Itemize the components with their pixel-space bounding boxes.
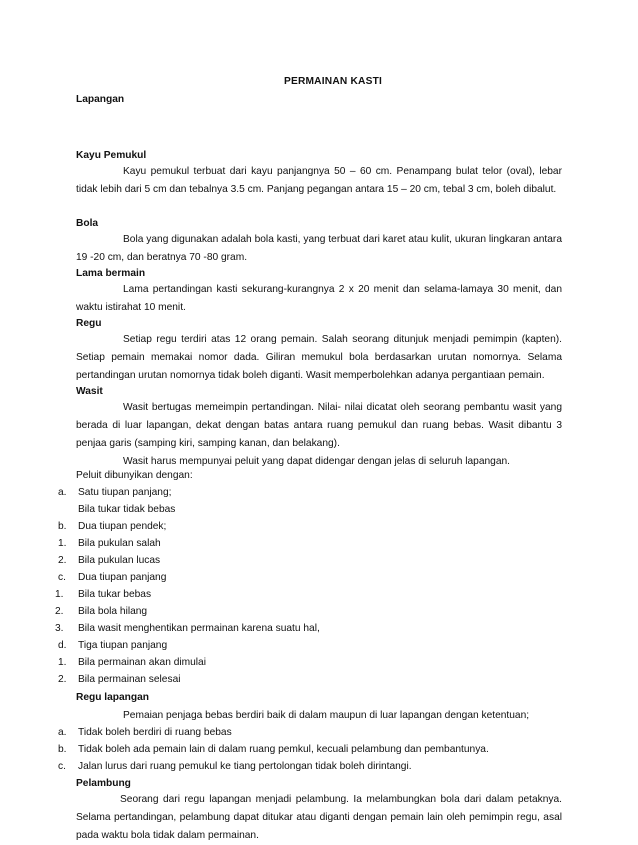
peluit-intro: Peluit dibunyikan dengan: — [76, 470, 193, 481]
heading-regu: Regu — [76, 318, 102, 329]
heading-pelambung: Pelambung — [76, 778, 131, 789]
paragraph-bola: Bola yang digunakan adalah bola kasti, yang terbuat dari karet atau kulit, ukuran lingkaran antara 19 -20 cm, dan beratnya 70 -80 gram. — [76, 234, 562, 263]
heading-wasit: Wasit — [76, 386, 103, 397]
heading-bola: Bola — [76, 218, 99, 229]
paragraph-wasit-2: Wasit harus mempunyai peluit yang dapat didengar dengan jelas di seluruh lapangan. — [123, 456, 511, 467]
heading-kayu-pemukul: Kayu Pemukul — [76, 150, 147, 161]
heading-regu-lapangan: Regu lapangan — [76, 692, 150, 703]
paragraph-lama-bermain: Lama pertandingan kasti sekurang-kurangnya 2 x 20 menit dan selama-lamaya 30 menit, dan waktu istirahat 10 menit. — [76, 284, 562, 313]
paragraph-regu-lapangan: Pemaian penjaga bebas berdiri baik di dalam maupun di luar lapangan dengan ketentuan; — [123, 710, 530, 721]
heading-lama-bermain: Lama bermain — [76, 268, 146, 279]
document-title: PERMAINAN KASTI — [283, 76, 383, 87]
document-page: PERMAINAN KASTI Lapangan Kayu Pemukul Kayu pemukul terbuat dari kayu panjangnya 50 – 60 cm. Penampang bulat telor (oval), lebar tidak lebih dari 5 cm dan tebalnya 3.5 cm. Panjang pegangan antara 15 – 20 cm, tebal 3 cm, boleh dibalut. Bola Bola yang digunakan adalah bola kasti, yang terbuat dari karet atau kulit, ukuran lingkaran antara 19 -20 cm, dan beratnya 70 -80 gram. Lama bermain Lama pertandingan kasti sekurang-kurangnya 2 x 20 menit dan selama-lamaya 30 menit, dan waktu istirahat 10 menit. Regu Setiap regu terdiri atas 12 orang pemain. Salah seorang ditunjuk menjadi pemimpin (kapten). Setiap pemain memakai nomor dada. Giliran memukul bola berdasarkan urutan nomornya. Selama pertandingan urutan nomornya tidak boleh diganti. Wasit memperbolehkan adanya pergantiaan pemain. Wasit Wasit bertugas memeimpin pertandingan. Nilai- nilai dicatat oleh seorang pembantu wasit yang berada di luar lapangan, dekat dengan batas antara ruang pemukul dan ruang bebas. Wasit dibantu 3 penjaa garis (samping kiri, samping kanan, dan belakang). Wasit harus mempunyai peluit yang dapat didengar dengan jelas di seluruh lapangan. Peluit dibunyikan dengan: a. Satu tiupan panjang; Bila tukar tidak bebas b. Dua tiupan pendek; 1. Bila pukulan salah 2. Bila pukulan lucas c. Dua tiupan panjang 1. Bila tukar bebas 2. Bila bola hilang 3. Bila wasit menghentikan permainan karena suatu hal, d. Tiga tiupan panjang 1. Bila permainan akan dimulai 2. Bila permainan selesai Regu lapangan Pemaian penjaga bebas berdiri baik di dalam maupun di luar lapangan dengan ketentuan; a. Tidak boleh berdiri di ruang bebas b. Tidak boleh ada pemain lain di dalam ruang pemkul, kecuali pelambung dan pembantunya. c. Jalan lurus dari ruang pemukul ke tiang pertolongan tidak boleh dirintangi. Pelambung Seorang dari regu lapangan menjadi pelambung. Ia melambungkan bola dari dalam petaknya. Selama pertandingan, pelambung dapat ditukar atau diganti dengan pemain lain oleh pemimpin regu, asal pada waktu bola tidak dalam permainan. — [0, 0, 638, 826]
paragraph-kayu-pemukul: Kayu pemukul terbuat dari kayu panjangnya 50 – 60 cm. Penampang bulat telor (oval), lebar tidak lebih dari 5 cm dan tebalnya 3.5 cm. Panjang pegangan antara 15 – 20 cm, tebal 3 cm, boleh dibalut. — [76, 166, 562, 195]
paragraph-wasit-1: Wasit bertugas memeimpin pertandingan. Nilai- nilai dicatat oleh seorang pembantu wasit yang berada di luar lapangan, dekat dengan batas antara ruang pemukul dan ruang bebas. Wasit dibantu 3 penjaa garis (samping kiri, samping kanan, dan belakang). — [76, 402, 562, 449]
paragraph-regu: Setiap regu terdiri atas 12 orang pemain. Salah seorang ditunjuk menjadi pemimpin (kapten). Setiap pemain memakai nomor dada. Giliran memukul bola berdasarkan urutan nomornya. Selama pertandingan urutan nomornya tidak boleh diganti. Wasit memperbolehkan adanya pergantiaan pemain. — [76, 334, 562, 381]
paragraph-pelambung: Seorang dari regu lapangan menjadi pelambung. Ia melambungkan bola dari dalam petaknya. Selama pertandingan, pelambung dapat ditukar atau diganti dengan pemain lain oleh pemimpin regu, asal pada waktu bola tidak dalam permainan. — [76, 794, 562, 841]
heading-lapangan: Lapangan — [76, 94, 125, 105]
